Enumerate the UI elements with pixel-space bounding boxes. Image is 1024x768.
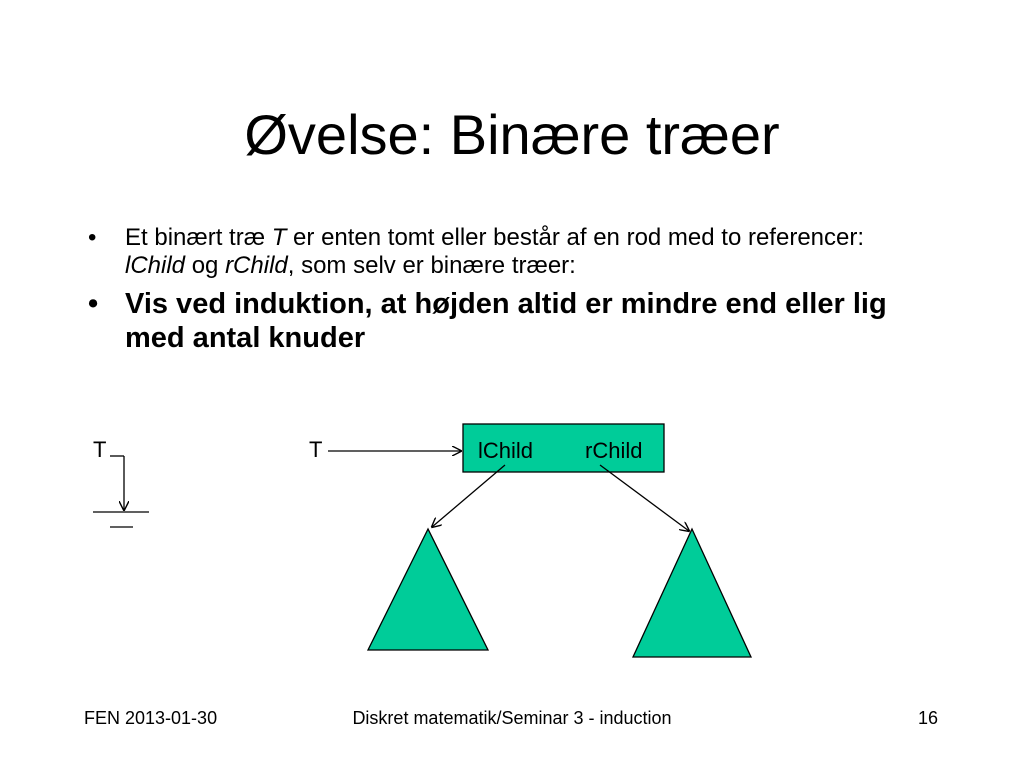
node-lchild-label: lChild (478, 438, 534, 463)
empty-tree-label: T (93, 437, 107, 462)
lchild-arrow (432, 465, 505, 527)
bullet1-rchild: rChild (225, 252, 288, 279)
bullet1-text-d: , som selv er binære træer: (287, 252, 576, 279)
bullet2-text: Vis ved induktion, at højden altid er mindre end eller lig med antal knuder (125, 288, 887, 354)
right-subtree-triangle (633, 529, 751, 657)
bullet1-text-a: Et binært træ (125, 224, 272, 251)
rchild-arrow (600, 465, 689, 531)
footer-date: FEN 2013-01-30 (84, 708, 218, 728)
footer-page-number: 16 (917, 708, 938, 728)
bullet1-text-c: og (185, 252, 226, 279)
bullet-dot: • (88, 224, 97, 251)
slide-title: Øvelse: Binære træer (244, 103, 780, 166)
bullet1-var-t: T (271, 224, 287, 251)
tree-label: T (309, 437, 323, 462)
footer-course: Diskret matematik/Seminar 3 - induction (352, 708, 672, 728)
left-subtree-triangle (368, 529, 488, 650)
node-rchild-label: rChild (585, 438, 643, 463)
bullet1-lchild: lChild (125, 252, 186, 279)
bullet1-text-b: er enten tomt eller består af en rod med to referencer: (286, 224, 865, 251)
bullet-dot: • (88, 288, 99, 320)
